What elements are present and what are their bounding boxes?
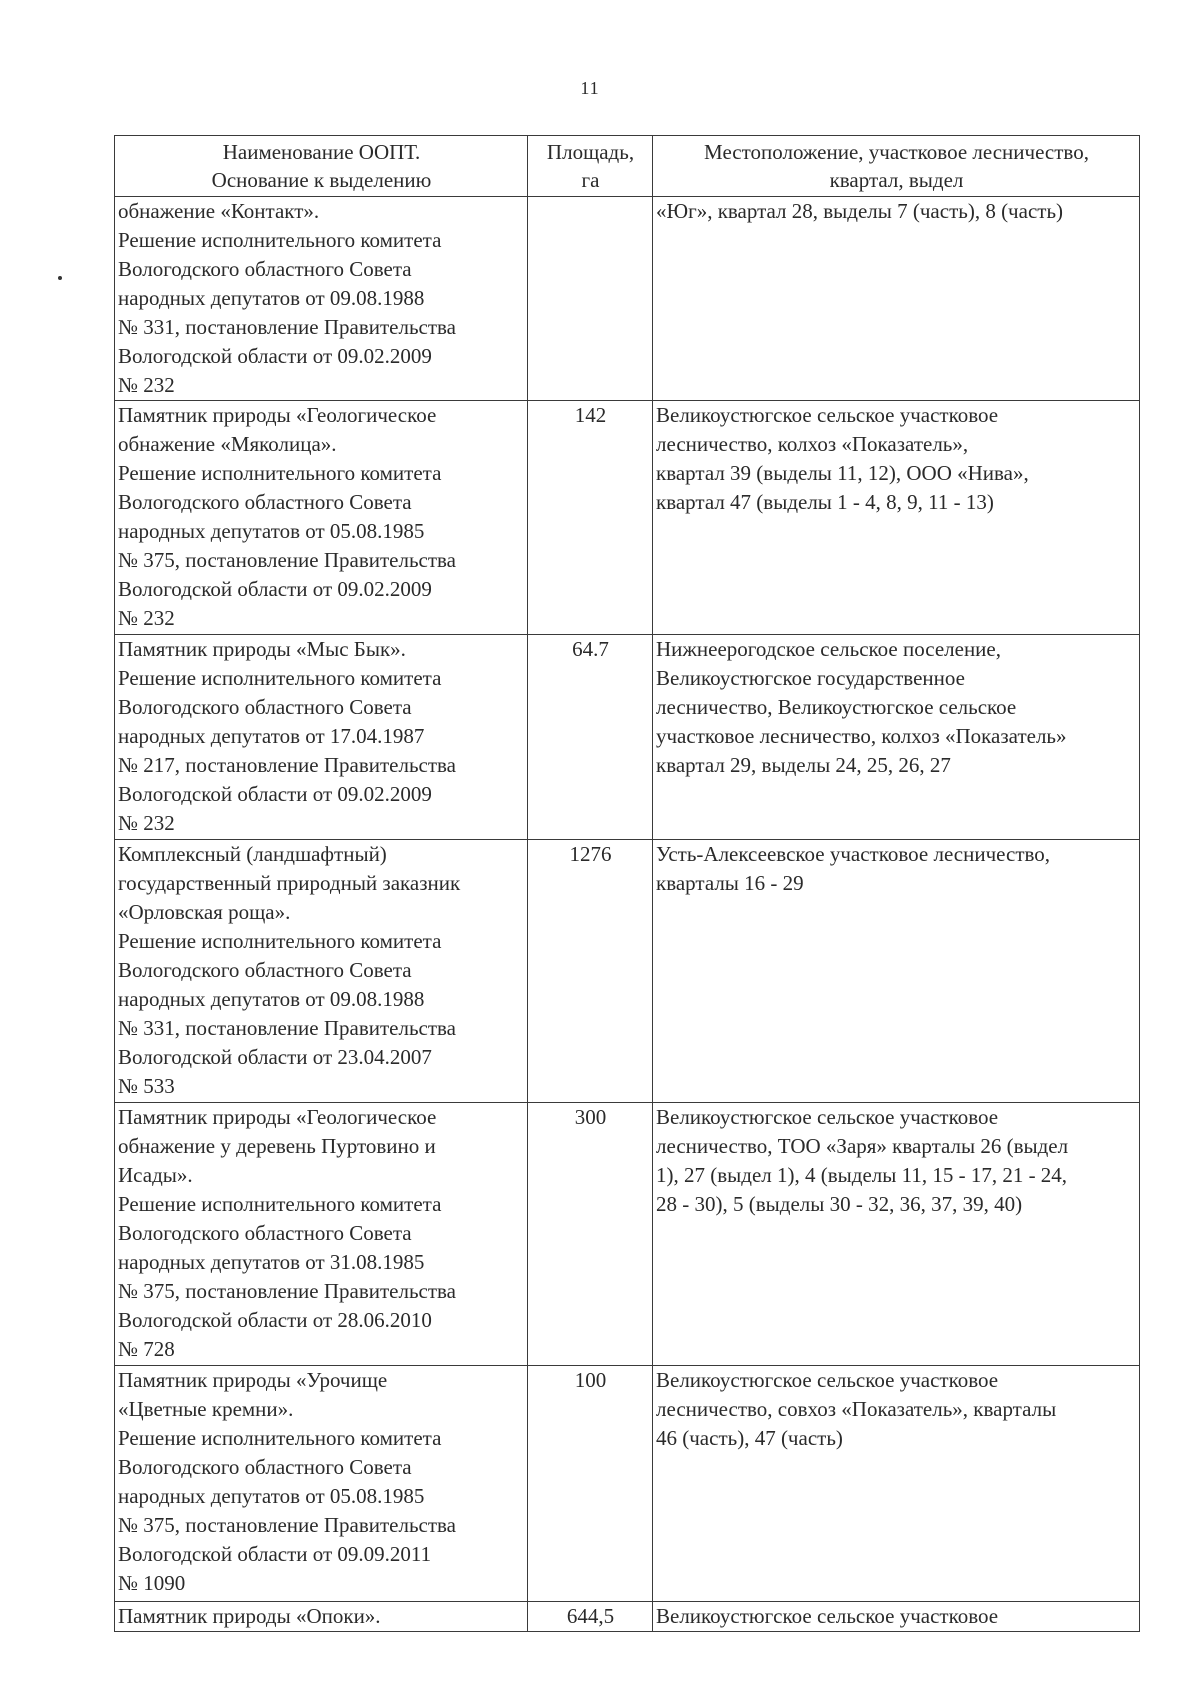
cell-area: 644,5 (528, 1602, 653, 1632)
cell-location: Великоустюгское сельское участковое лесничество, ТОО «Заря» кварталы 26 (выдел 1), 27 (выдел 1), 4 (выделы 11, 15 - 17, 21 - 24, 28 - 30), 5 (выделы 30 - 32, 36, 37, 39, 40) (653, 1103, 1140, 1366)
cell-location: Нижнеерогодское сельское поселение, Великоустюгское государственное лесничество, Великоустюгское сельское участковое лесничество, колхоз «Показатель» квартал 29, выделы 24, 25, 26, 27 (653, 635, 1140, 840)
cell-area: 1276 (528, 840, 653, 1103)
cell-name: Памятник природы «Геологическое обнажение «Мяколица». Решение исполнительного комитета Вологодского областного Совета народных депутатов от 05.08.1985 № 375, постановление Правительства Вологодской области от 09.02.2009 № 232 (115, 401, 528, 635)
page-number: 11 (580, 78, 600, 98)
header-area: Площадь, га (528, 136, 653, 197)
cell-area (528, 197, 653, 401)
table-row (115, 1366, 1140, 1602)
cell-location: Великоустюгское сельское участковое лесничество, совхоз «Показатель», кварталы 46 (часть), 47 (часть) (653, 1366, 1140, 1602)
table-row (115, 1602, 1140, 1632)
cell-name: Памятник природы «Урочище «Цветные кремни». Решение исполнительного комитета Вологодского областного Совета народных депутатов от 05.08.1985 № 375, постановление Правительства Вологодской области от 09.09.2011 № 1090 (115, 1366, 528, 1602)
cell-name: Памятник природы «Мыс Бык». Решение исполнительного комитета Вологодского областного Совета народных депутатов от 17.04.1987 № 217, постановление Правительства Вологодской области от 09.02.2009 № 232 (115, 635, 528, 840)
table-row (115, 840, 1140, 1103)
cell-name: Памятник природы «Геологическое обнажение у деревень Пуртовино и Исады». Решение исполнительного комитета Вологодского областного Совета народных депутатов от 31.08.1985 № 375, постановление Правительства Вологодской области от 28.06.2010 № 728 (115, 1103, 528, 1366)
header-location: Местоположение, участковое лесничество, квартал, выдел (653, 136, 1140, 197)
table-header-row (115, 136, 1140, 197)
cell-name: Памятник природы «Опоки». (115, 1602, 528, 1632)
oopt-table (114, 135, 1140, 1632)
cell-name: Комплексный (ландшафтный) государственный природный заказник «Орловская роща». Решение исполнительного комитета Вологодского областного Совета народных депутатов от 09.08.1988 № 331, постановление Правительства Вологодской области от 23.04.2007 № 533 (115, 840, 528, 1103)
table-row (115, 635, 1140, 840)
cell-location: «Юг», квартал 28, выделы 7 (часть), 8 (часть) (653, 197, 1140, 401)
cell-area: 64.7 (528, 635, 653, 840)
cell-area: 100 (528, 1366, 653, 1602)
table-row (115, 197, 1140, 401)
cell-location: Великоустюгское сельское участковое лесничество, колхоз «Показатель», квартал 39 (выделы 11, 12), ООО «Нива», квартал 47 (выделы 1 - 4, 8, 9, 11 - 13) (653, 401, 1140, 635)
cell-location: Великоустюгское сельское участковое (653, 1602, 1140, 1632)
cell-area: 142 (528, 401, 653, 635)
cell-location: Усть-Алексеевское участковое лесничество, кварталы 16 - 29 (653, 840, 1140, 1103)
cell-area: 300 (528, 1103, 653, 1366)
table-row (115, 401, 1140, 635)
header-name: Наименование ООПТ. Основание к выделению (115, 136, 528, 197)
cell-name: обнажение «Контакт». Решение исполнительного комитета Вологодского областного Совета народных депутатов от 09.08.1988 № 331, постановление Правительства Вологодской области от 09.02.2009 № 232 (115, 197, 528, 401)
table-row (115, 1103, 1140, 1366)
scan-speck (58, 276, 62, 280)
